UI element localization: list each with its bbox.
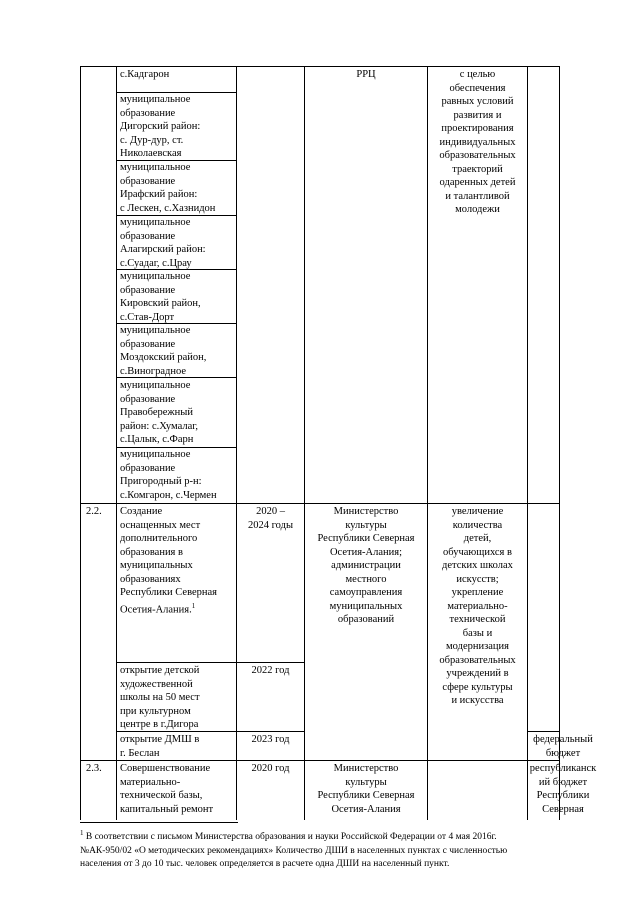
- row-divider: [116, 662, 304, 663]
- row-divider: [80, 503, 559, 504]
- location-cell: муниципальное образование Ирафский район: с Лескен, с.Хазнидон: [120, 162, 216, 214]
- location-cell: муниципальное образование Кировский район, с.Став-Дорт: [120, 271, 201, 323]
- table-right-border: [559, 66, 560, 820]
- sub-measure-text: открытие ДМШ в г. Беслан: [120, 734, 200, 759]
- result-cell: увеличение количества детей, обучающихся в детских школах искусств; укрепление материально- технической базы и модернизация образовательных учреждений в сфере культуры и искусства: [439, 506, 516, 706]
- result-cell: с целью обеспечения равных условий развития и проектирования индивидуальных образовательных траекторий одаренных детей и талантливой молодежи: [439, 69, 516, 215]
- location-cell: муниципальное образование Дигорский район: с. Дур-дур, ст. Николаевская: [120, 94, 201, 159]
- period-cell: 2022 год: [251, 665, 290, 676]
- period-cell: 2020 – 2024 годы: [247, 506, 293, 531]
- location-cell: с.Кадгарон: [120, 69, 170, 80]
- funding-source-cell: федеральный бюджет: [533, 734, 593, 759]
- footnote-text: $^1$ В соответствии с письмом Министерства образования и науки Российской Федерации от 4 мая 2016г. №АК-950/02 «О методических рекомендациях» Количество ДШИ в населенных пунктах с численностью населения от 3 до 10 тыс. человек определяется в расчете одна ДШИ на населенный пункт.: [80, 829, 508, 870]
- column-divider: [304, 66, 305, 820]
- funding-source-cell: республиканск ий бюджет Республики Северная: [529, 763, 597, 815]
- executor-cell: РРЦ: [356, 69, 376, 80]
- table-left-border: [80, 66, 81, 820]
- footnote-separator: [80, 822, 238, 823]
- row-divider: [527, 731, 559, 732]
- column-divider: [527, 66, 528, 820]
- location-cell: муниципальное образование Моздокский район, с.Виноградное: [120, 325, 207, 377]
- column-divider: [116, 66, 117, 820]
- executor-cell: Министерство культуры Республики Северная Осетия-Алания: [317, 763, 415, 815]
- table-top-border: [80, 66, 559, 67]
- measure-title: Создание оснащенных мест дополнительного образования в муниципальных образованиях Республики Северная Осетия-Алания.$^1$: [120, 506, 218, 615]
- location-cell: муниципальное образование Правобережный район: с.Хумалаг, с.Цалык, с.Фарн: [120, 380, 198, 445]
- period-cell: 2020 год: [251, 763, 290, 774]
- column-divider: [236, 66, 237, 820]
- row-divider: [80, 760, 559, 761]
- period-cell: 2023 год: [251, 734, 290, 745]
- location-cell: муниципальное образование Пригородный р-н: с.Комгарон, с.Чермен: [120, 449, 217, 501]
- sub-measure-text: открытие детской художественной школы на 50 мест при культурном центре в г.Дигора: [120, 665, 200, 730]
- row-number: 2.2.: [86, 506, 102, 517]
- location-cell: муниципальное образование Алагирский район: с.Суадаг, с.Црау: [120, 217, 206, 269]
- measure-title: Совершенствование материально- технической базы, капитальный ремонт: [120, 763, 214, 815]
- footnote-reference: 1: [191, 601, 196, 610]
- row-number: 2.3.: [86, 763, 102, 774]
- footnote-mark: 1: [80, 829, 84, 837]
- executor-cell: Министерство культуры Республики Северная Осетия-Алания; администрации местного самоуправления муниципальных образований: [317, 506, 415, 625]
